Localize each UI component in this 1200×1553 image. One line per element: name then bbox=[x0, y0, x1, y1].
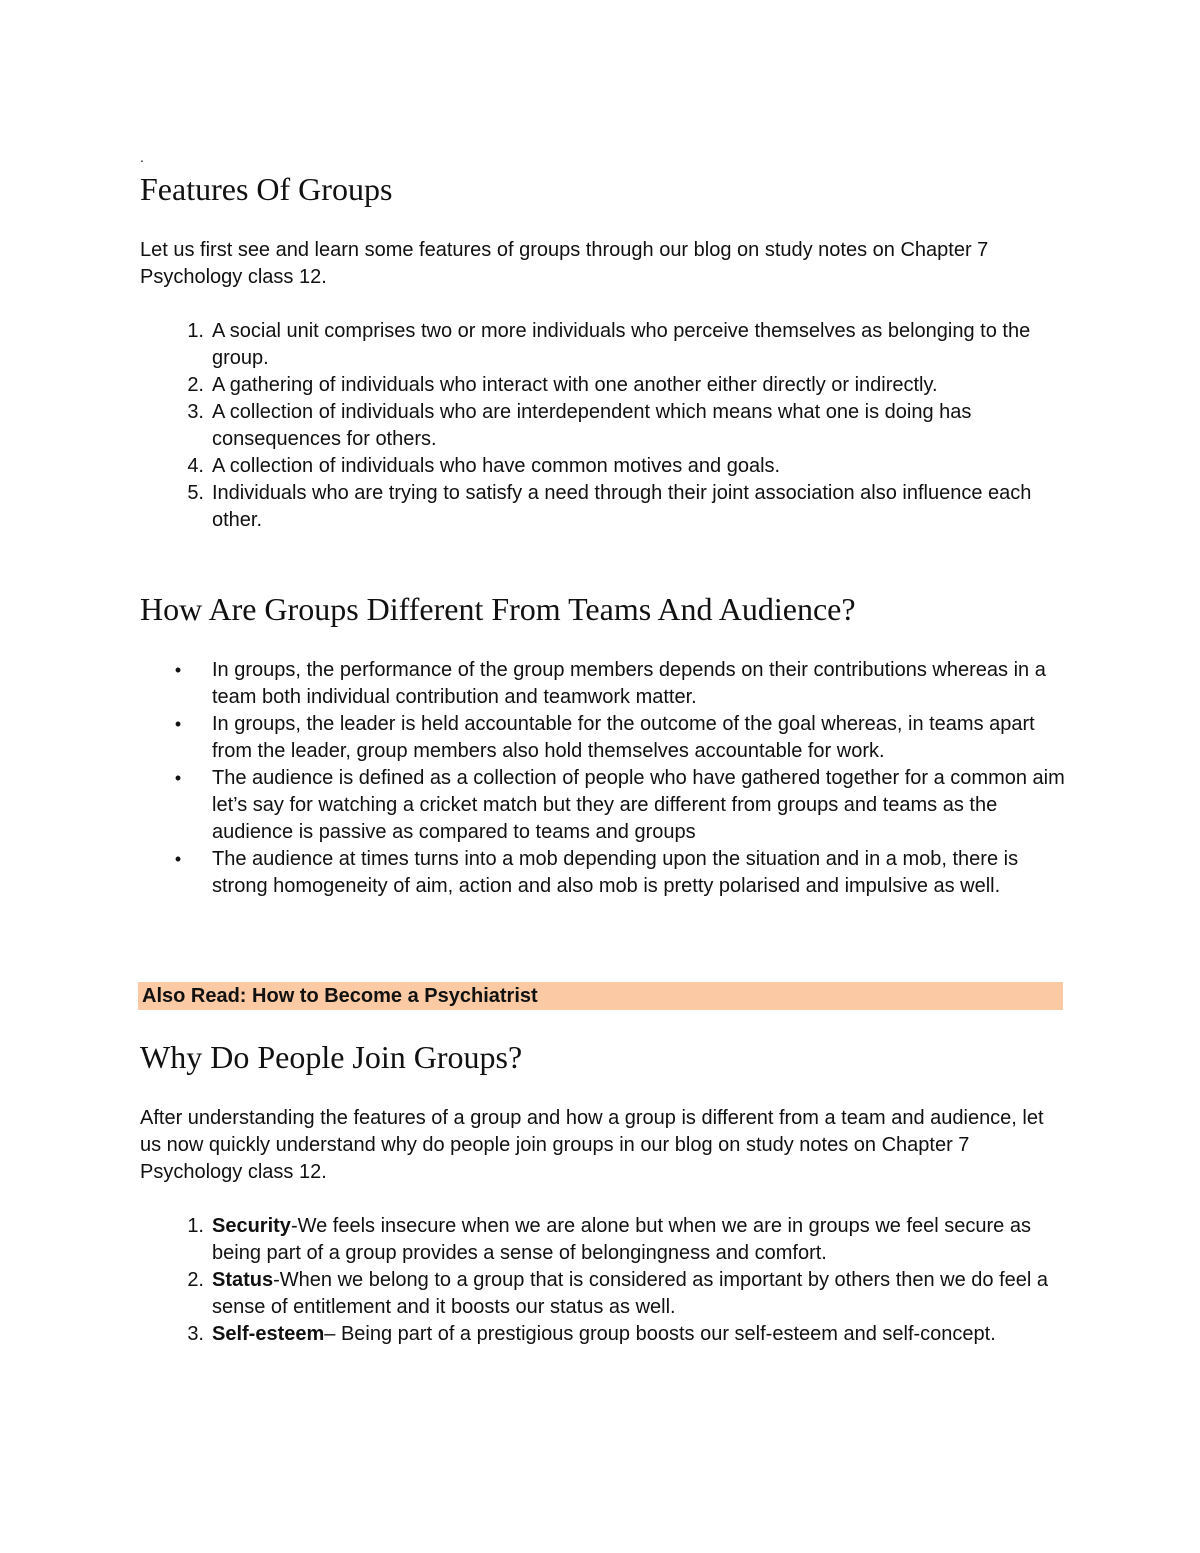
list-item bbox=[140, 657, 1065, 711]
bullet-icon: • bbox=[174, 660, 182, 680]
list-item-term: Self-esteem bbox=[212, 1323, 325, 1345]
list-item-text: -We feels insecure when we are alone but when we are in groups we feel secure as being part of a group provides a sense of belongingness and comfort. bbox=[212, 1215, 1031, 1264]
list-item-text: The audience is defined as a collection of people who have gathered together for a common aim let’s say for watching a cricket match but they are different from groups and teams as the audience is passive as compared to teams and groups bbox=[212, 767, 1065, 843]
features-list bbox=[140, 318, 1065, 534]
list-item bbox=[140, 372, 1065, 399]
list-item bbox=[140, 765, 1065, 846]
list-item-text: In groups, the leader is held accountable for the outcome of the goal whereas, in teams apart from the leader, group members also hold themselves accountable for work. bbox=[212, 713, 1035, 762]
bullet-icon: • bbox=[174, 768, 182, 788]
bullet-icon: • bbox=[174, 849, 182, 869]
list-number: 2. bbox=[187, 374, 204, 396]
list-item-text: Individuals who are trying to satisfy a need through their joint association also influence each other. bbox=[212, 482, 1032, 531]
list-number: 1. bbox=[187, 1215, 204, 1237]
list-number: 1. bbox=[187, 320, 204, 342]
list-number: 4. bbox=[187, 455, 204, 477]
list-item bbox=[140, 480, 1065, 534]
list-item bbox=[140, 399, 1065, 453]
list-item bbox=[140, 1267, 1065, 1321]
list-item bbox=[140, 453, 1065, 480]
list-item-text: A collection of individuals who are interdependent which means what one is doing has consequences for others. bbox=[212, 401, 972, 450]
bullet-icon: • bbox=[174, 714, 182, 734]
list-item bbox=[140, 1321, 1065, 1348]
leading-mark: . bbox=[140, 149, 144, 165]
list-number: 3. bbox=[187, 1323, 204, 1345]
heading-why-join-groups: Why Do People Join Groups? bbox=[140, 1039, 523, 1075]
list-item bbox=[140, 711, 1065, 765]
heading-features-of-groups: Features Of Groups bbox=[140, 171, 393, 207]
also-read-prefix: Also Read: bbox=[142, 985, 253, 1007]
list-item-text: A social unit comprises two or more individuals who perceive themselves as belonging to the group. bbox=[212, 320, 1031, 369]
also-read-banner bbox=[138, 982, 1063, 1010]
list-item bbox=[140, 846, 1065, 900]
list-item-text: The audience at times turns into a mob depending upon the situation and in a mob, there is strong homogeneity of aim, action and also mob is pretty polarised and impulsive as well. bbox=[212, 848, 1019, 897]
why-intro-paragraph: After understanding the features of a group and how a group is different from a team and audience, let us now quickly understand why do people join groups in our blog on study notes on Chapter 7 Psychology class 12. bbox=[140, 1107, 1044, 1183]
list-item-text: – Being part of a prestigious group boosts our self-esteem and self-concept. bbox=[324, 1323, 996, 1345]
features-intro-paragraph: Let us first see and learn some features of groups through our blog on study notes on Chapter 7 Psychology class 12. bbox=[140, 239, 989, 288]
list-item-text: A collection of individuals who have common motives and goals. bbox=[212, 455, 781, 477]
list-item-text: In groups, the performance of the group members depends on their contributions whereas in a team both individual contribution and teamwork matter. bbox=[212, 659, 1046, 708]
list-item bbox=[140, 318, 1065, 372]
list-item-text: A gathering of individuals who interact with one another either directly or indirectly. bbox=[212, 374, 938, 396]
reasons-list bbox=[140, 1213, 1065, 1348]
difference-bullet-list bbox=[140, 657, 1065, 900]
also-read-link[interactable]: How to Become a Psychiatrist bbox=[252, 985, 538, 1007]
list-item bbox=[140, 1213, 1065, 1267]
heading-groups-vs-teams: How Are Groups Different From Teams And Audience? bbox=[140, 591, 856, 627]
list-number: 2. bbox=[187, 1269, 204, 1291]
list-item-term: Status bbox=[212, 1269, 274, 1291]
list-number: 3. bbox=[187, 401, 204, 423]
list-number: 5. bbox=[187, 482, 204, 504]
list-item-term: Security bbox=[212, 1215, 291, 1237]
list-item-text: -When we belong to a group that is considered as important by others then we do feel a sense of entitlement and it boosts our status as well. bbox=[212, 1269, 1049, 1318]
